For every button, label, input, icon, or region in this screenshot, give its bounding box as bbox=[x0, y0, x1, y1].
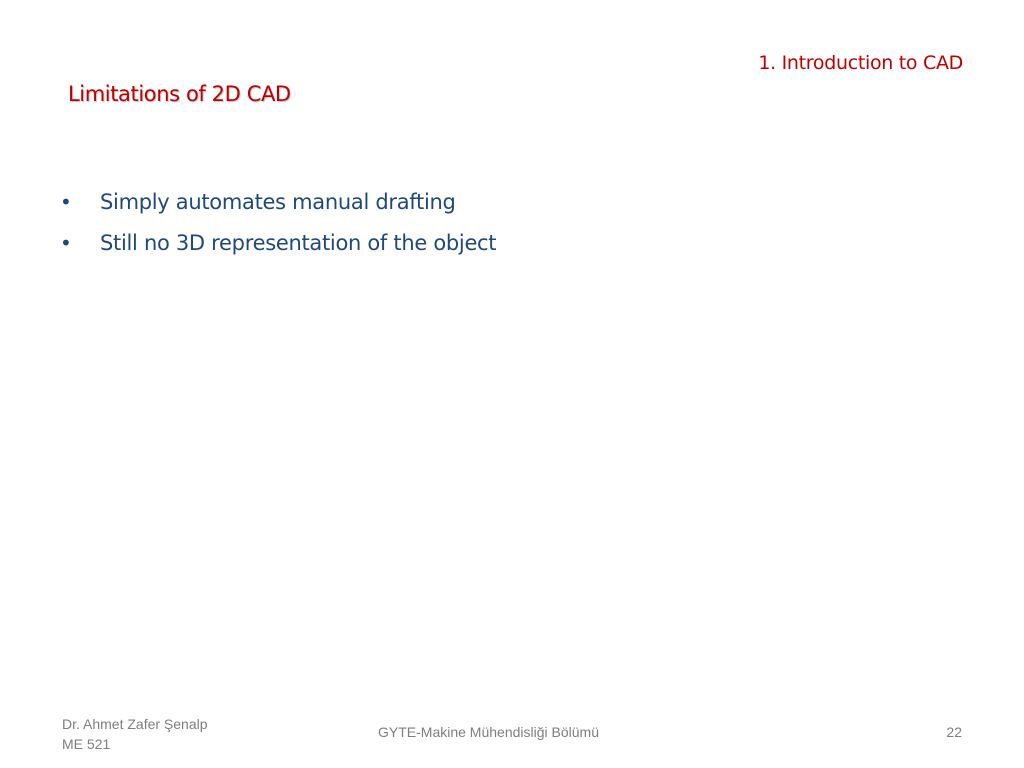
slide-title: Limitations of 2D CAD bbox=[68, 82, 291, 106]
bullet-text: Simply automates manual drafting bbox=[100, 190, 456, 214]
page-number: 22 bbox=[946, 724, 962, 740]
section-title: 1. Introduction to CAD bbox=[758, 52, 963, 74]
footer-department: GYTE-Makine Mühendisliği Bölümü bbox=[378, 724, 599, 740]
bullet-item bbox=[60, 225, 496, 266]
bullet-icon: • bbox=[60, 190, 72, 214]
footer-author: Dr. Ahmet Zafer Şenalp bbox=[62, 716, 208, 732]
footer-course: ME 521 bbox=[62, 736, 111, 752]
bullet-item bbox=[60, 184, 496, 225]
bullet-text: Still no 3D representation of the object bbox=[100, 231, 497, 255]
footer-author-block bbox=[62, 714, 208, 754]
bullet-list bbox=[60, 184, 496, 266]
bullet-icon: • bbox=[60, 231, 72, 255]
